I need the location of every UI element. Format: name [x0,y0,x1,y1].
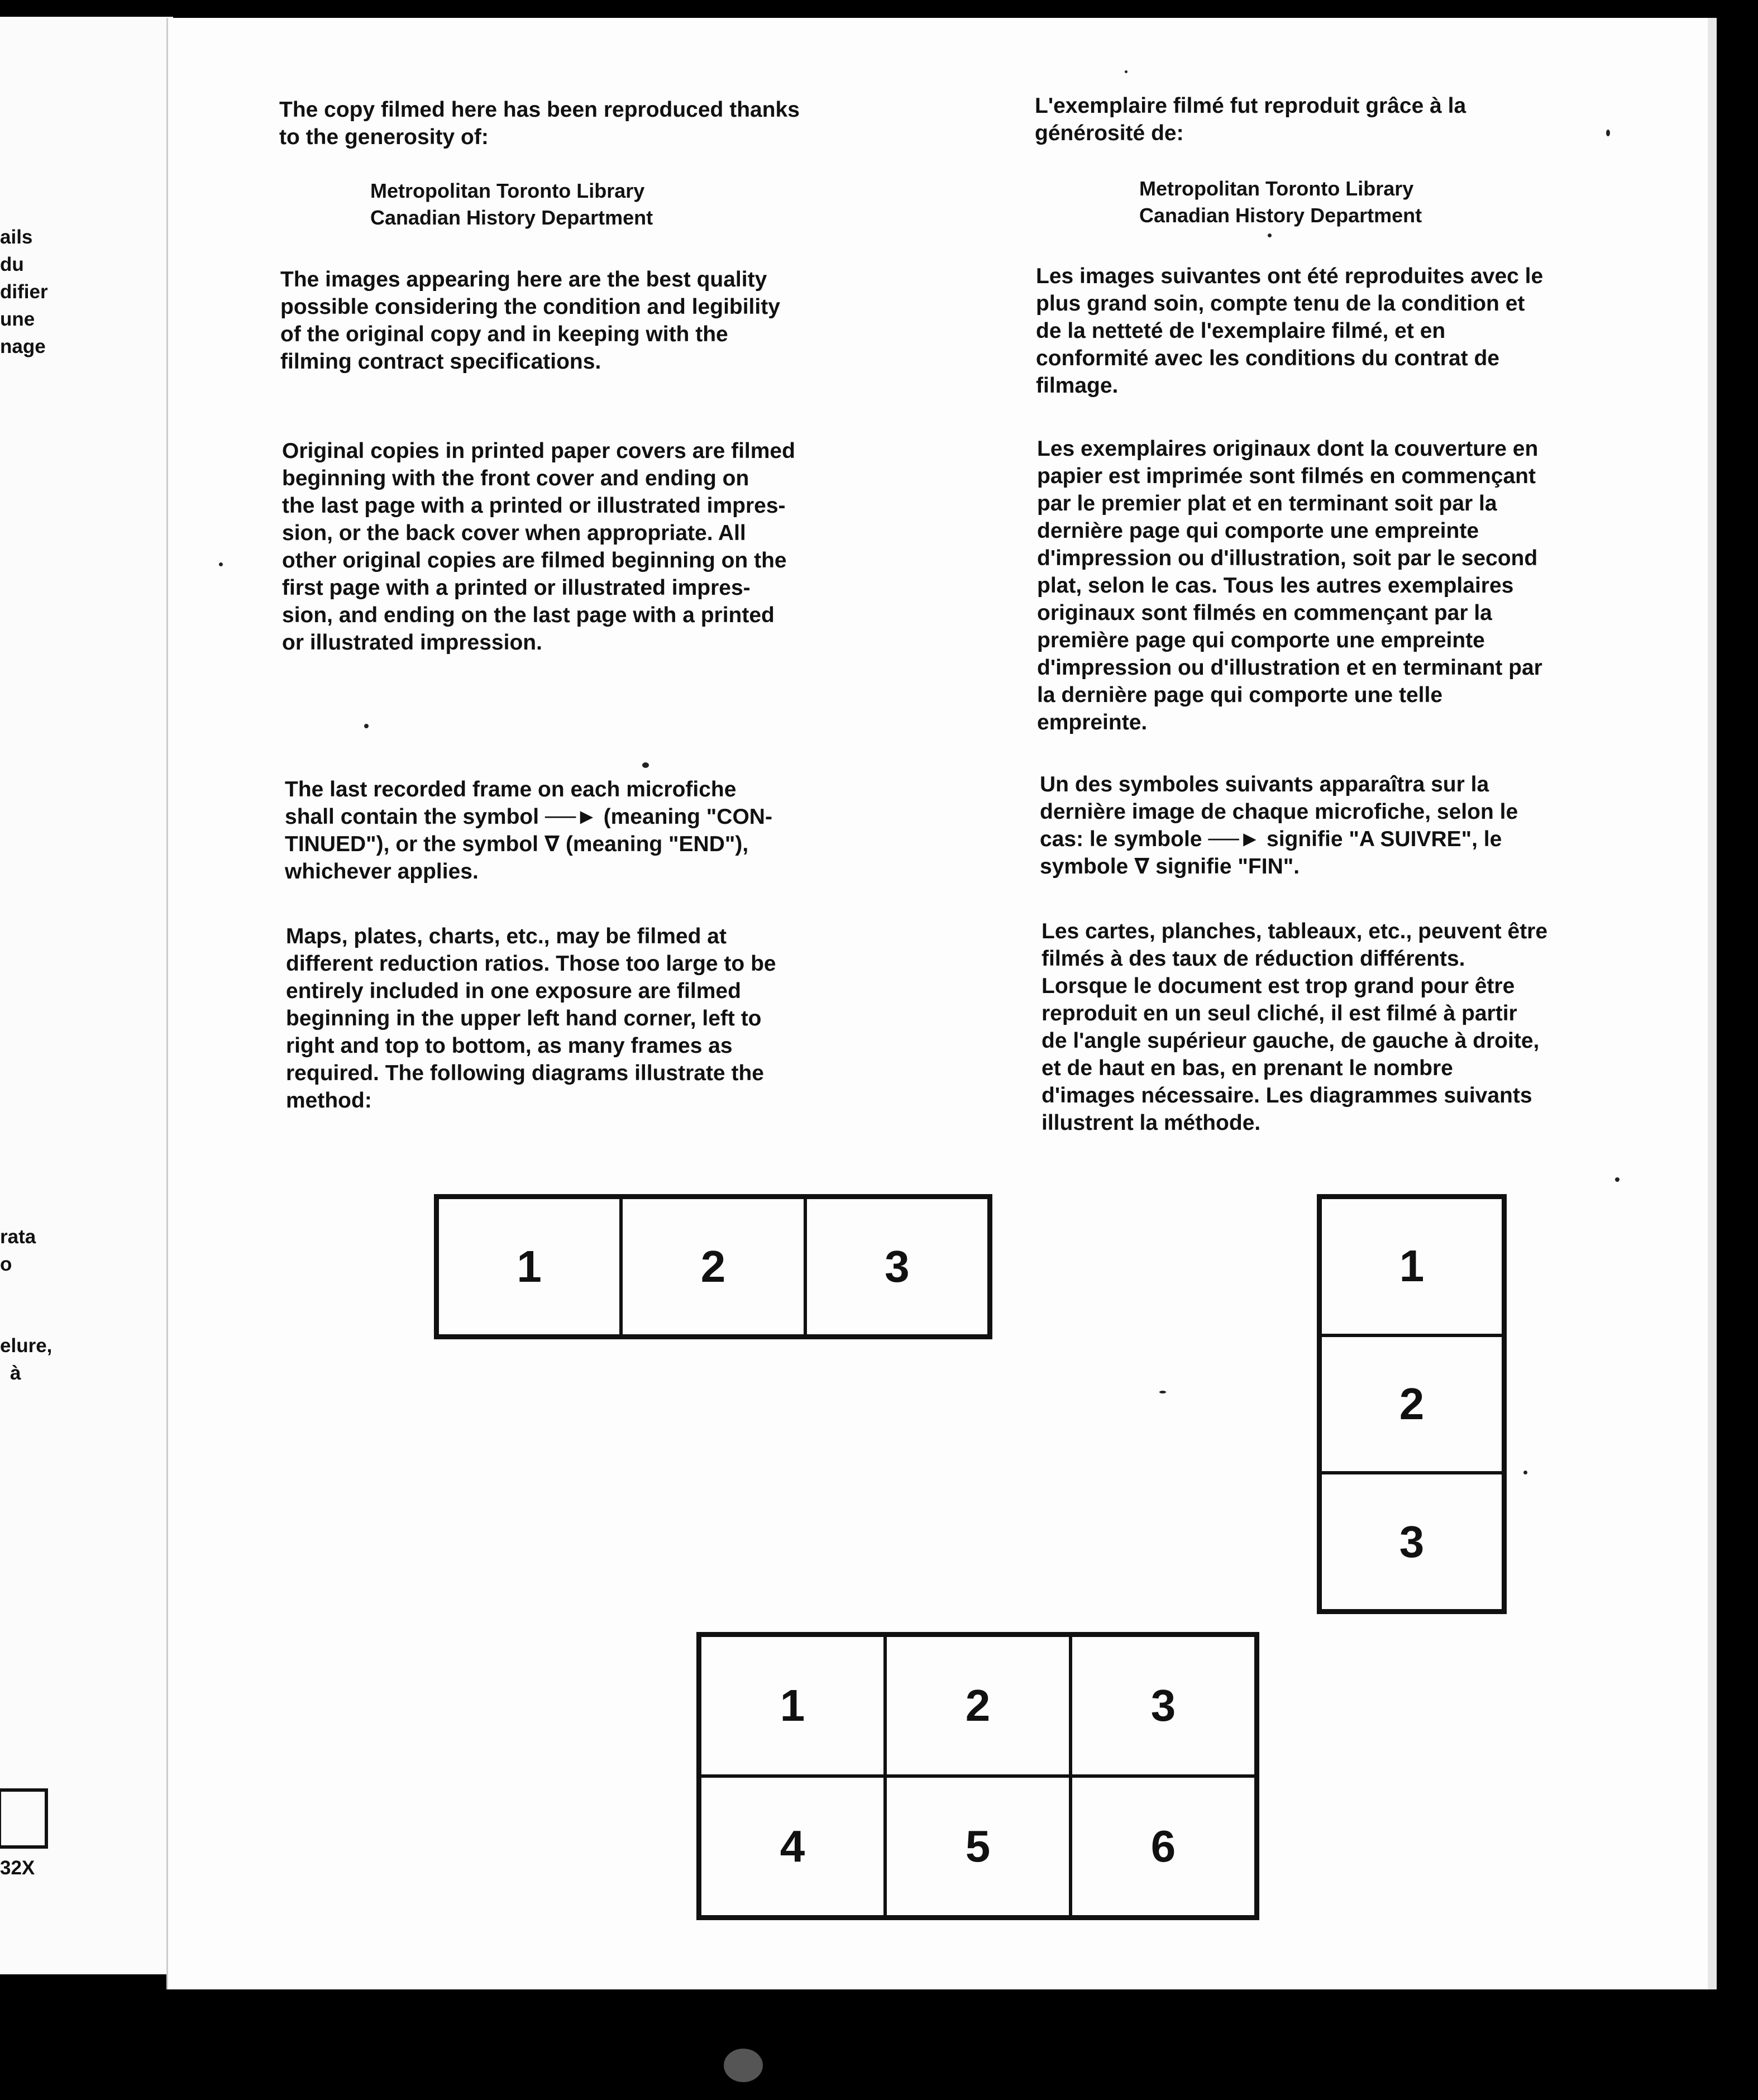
frame-cell: 6 [1071,1776,1256,1917]
film-speck [1159,1391,1166,1393]
frame-cell: 4 [700,1776,885,1917]
english-quality-paragraph: The images appearing here are the best quality possible considering the condition and legibility of the original copy and in keeping with the filming contract specifications. [280,268,780,374]
frame-cell: 3 [805,1197,989,1336]
frame-cell: 3 [1320,1473,1503,1611]
french-covers-paragraph: Les exemplaires originaux dont la couverture en papier est imprimée sont filmés en commençant par le premier plat et en terminant soit par la dernière page qui comporte une empreinte d'impression ou d'illustration, soit par le second plat, selon le cas. Tous les autres exemplaires originaux sont filmés en commençant par la première page qui comporte une empreinte d'impression ou d'illustration et en terminant par la dernière page qui comporte une telle empreinte. [1037,437,1542,734]
film-speck [219,562,223,566]
english-intro: The copy filmed here has been reproduced thanks to the generosity of: [279,98,800,149]
prev-fragment: du [0,254,24,275]
frame-cell: 1 [700,1635,885,1776]
film-speck [364,724,369,728]
french-intro: L'exemplaire filmé fut reproduit grâce à la générosité de: [1035,94,1466,145]
film-speck [1606,130,1610,136]
reduction-target-box [0,1788,48,1849]
prev-fragment: ails [0,226,33,248]
prev-fragment: rata [0,1226,36,1248]
english-symbols-paragraph: The last recorded frame on each microfiche shall contain the symbol ──► (meaning "CON- TINUED"), or the symbol ∇ (meaning "END"), whichever applies. [285,777,772,884]
english-covers-paragraph: Original copies in printed paper covers are filmed beginning with the front cover and ending on the last page with a printed or illustrated impres- sion, or the back cover when appropriate. All other original copies are filmed beginning on the first page with a printed or illustrated impres- sion, and ending on the last page with a printed or illustrated impression. [282,439,795,655]
english-maps-paragraph: Maps, plates, charts, etc., may be filmed at different reduction ratios. Those too large to be entirely included in one exposure are filmed beginning in the upper left hand corner, left to right and top to bottom, as many frames as required. The following diagrams illustrate the method: [286,924,776,1113]
film-speck [1523,1471,1527,1474]
french-symbols-paragraph: Un des symboles suivants apparaîtra sur la dernière image de chaque microfiche, selon le cas: le symbole ──► signifie "A SUIVRE", le symbole ∇ signifie "FIN". [1040,772,1518,879]
reduction-ratio-label: 32X [0,1857,35,1879]
film-speck [1268,233,1272,237]
film-speck [1125,70,1128,73]
diagram-vertical-sequence [1317,1194,1507,1614]
film-speck [1615,1177,1620,1182]
english-institution: Metropolitan Toronto Library Canadian History Department [370,179,653,229]
film-speck [642,762,649,768]
french-institution: Metropolitan Toronto Library Canadian History Department [1139,177,1422,227]
french-maps-paragraph: Les cartes, planches, tableaux, etc., peuvent être filmés à des taux de réduction différents. Lorsque le document est trop grand pour être reproduit en un seul cliché, il est filmé à partir de l'angle supérieur gauche, de gauche à droite, et de haut en bas, en prenant le nombre d'images nécessaire. Les diagrammes suivants illustrent la méthode. [1042,919,1548,1135]
previous-page-strip [0,17,173,1974]
diagram-horizontal-sequence [434,1194,992,1339]
prev-fragment: à [10,1362,21,1384]
prev-fragment: o [0,1253,12,1275]
frame-cell: 1 [1320,1197,1503,1335]
prev-fragment: nage [0,336,46,357]
prev-fragment: une [0,308,35,330]
frame-cell: 2 [1320,1335,1503,1473]
french-quality-paragraph: Les images suivantes ont été reproduites avec le plus grand soin, compte tenu de la condition et de la netteté de l'exemplaire filmé, et en conformité avec les conditions du contrat de filmage. [1036,264,1544,398]
frame-cell: 2 [885,1635,1071,1776]
film-blob [724,2049,763,2082]
page-edge [1708,18,1717,1989]
frame-cell: 1 [437,1197,621,1336]
frame-cell: 5 [885,1776,1071,1917]
diagram-grid-sequence [696,1632,1259,1920]
frame-cell: 2 [621,1197,805,1336]
frame-cell: 3 [1071,1635,1256,1776]
prev-fragment: elure, [0,1335,52,1357]
prev-fragment: difier [0,281,48,303]
